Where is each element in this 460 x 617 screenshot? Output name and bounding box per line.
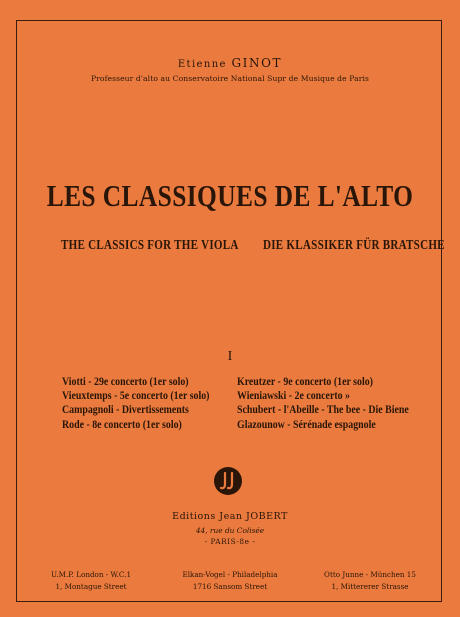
works-list-right (237, 375, 437, 432)
work-item: Glazounow - Sérénade espagnole (237, 418, 376, 431)
work-item: Kreutzer - 9e concerto (1er solo) (237, 376, 373, 388)
distributor-munich (309, 569, 431, 593)
subtitle-english: THE CLASSICS FOR THE VIOLA (61, 237, 239, 252)
work-item: Rode - 8e concerto (1er solo) (62, 418, 182, 431)
author-name (0, 56, 460, 70)
publisher-address: 44, rue du Colisée (195, 526, 265, 535)
distributor-london (36, 569, 146, 593)
author-first-name: Etienne (177, 59, 227, 70)
page-title: LES CLASSIQUES DE L'ALTO (46, 178, 414, 213)
author-position: Professeur d'alto au Conservatoire National Supr de Musique de Paris (90, 74, 370, 83)
distributor-address: 1, Montague Street (55, 582, 127, 591)
subtitle-german: DIE KLASSIKER FÜR BRATSCHE (263, 237, 445, 252)
publisher-city: - PARIS-8e - (204, 537, 256, 546)
jj-monogram-icon (213, 466, 243, 496)
publisher-name: Editions Jean JOBERT (172, 511, 288, 522)
distributor-name: Elkan-Vogel - Philadelphia (182, 570, 278, 579)
works-list-left (62, 375, 234, 432)
work-item: Vieuxtemps - 5e concerto (1er solo) (62, 390, 210, 403)
distributor-name: Otto Junne - München 15 (324, 570, 416, 579)
work-item: Schubert - l'Abeille - The bee - Die Biene (237, 404, 409, 417)
distributor-address: 1, Mittererer Strasse (331, 582, 409, 591)
work-item: Viotti - 29e concerto (1er solo) (62, 376, 189, 388)
distributor-name: U.M.P. London - W.C.1 (50, 570, 132, 579)
author-last-name: GINOT (231, 56, 283, 70)
distributor-address: 1716 Sansom Street (192, 582, 268, 591)
work-item: Campagnoli - Divertissements (62, 404, 189, 417)
volume-number: I (227, 349, 233, 364)
work-item: Wieniawski - 2e concerto » (237, 390, 350, 403)
distributor-philadelphia (165, 569, 295, 593)
